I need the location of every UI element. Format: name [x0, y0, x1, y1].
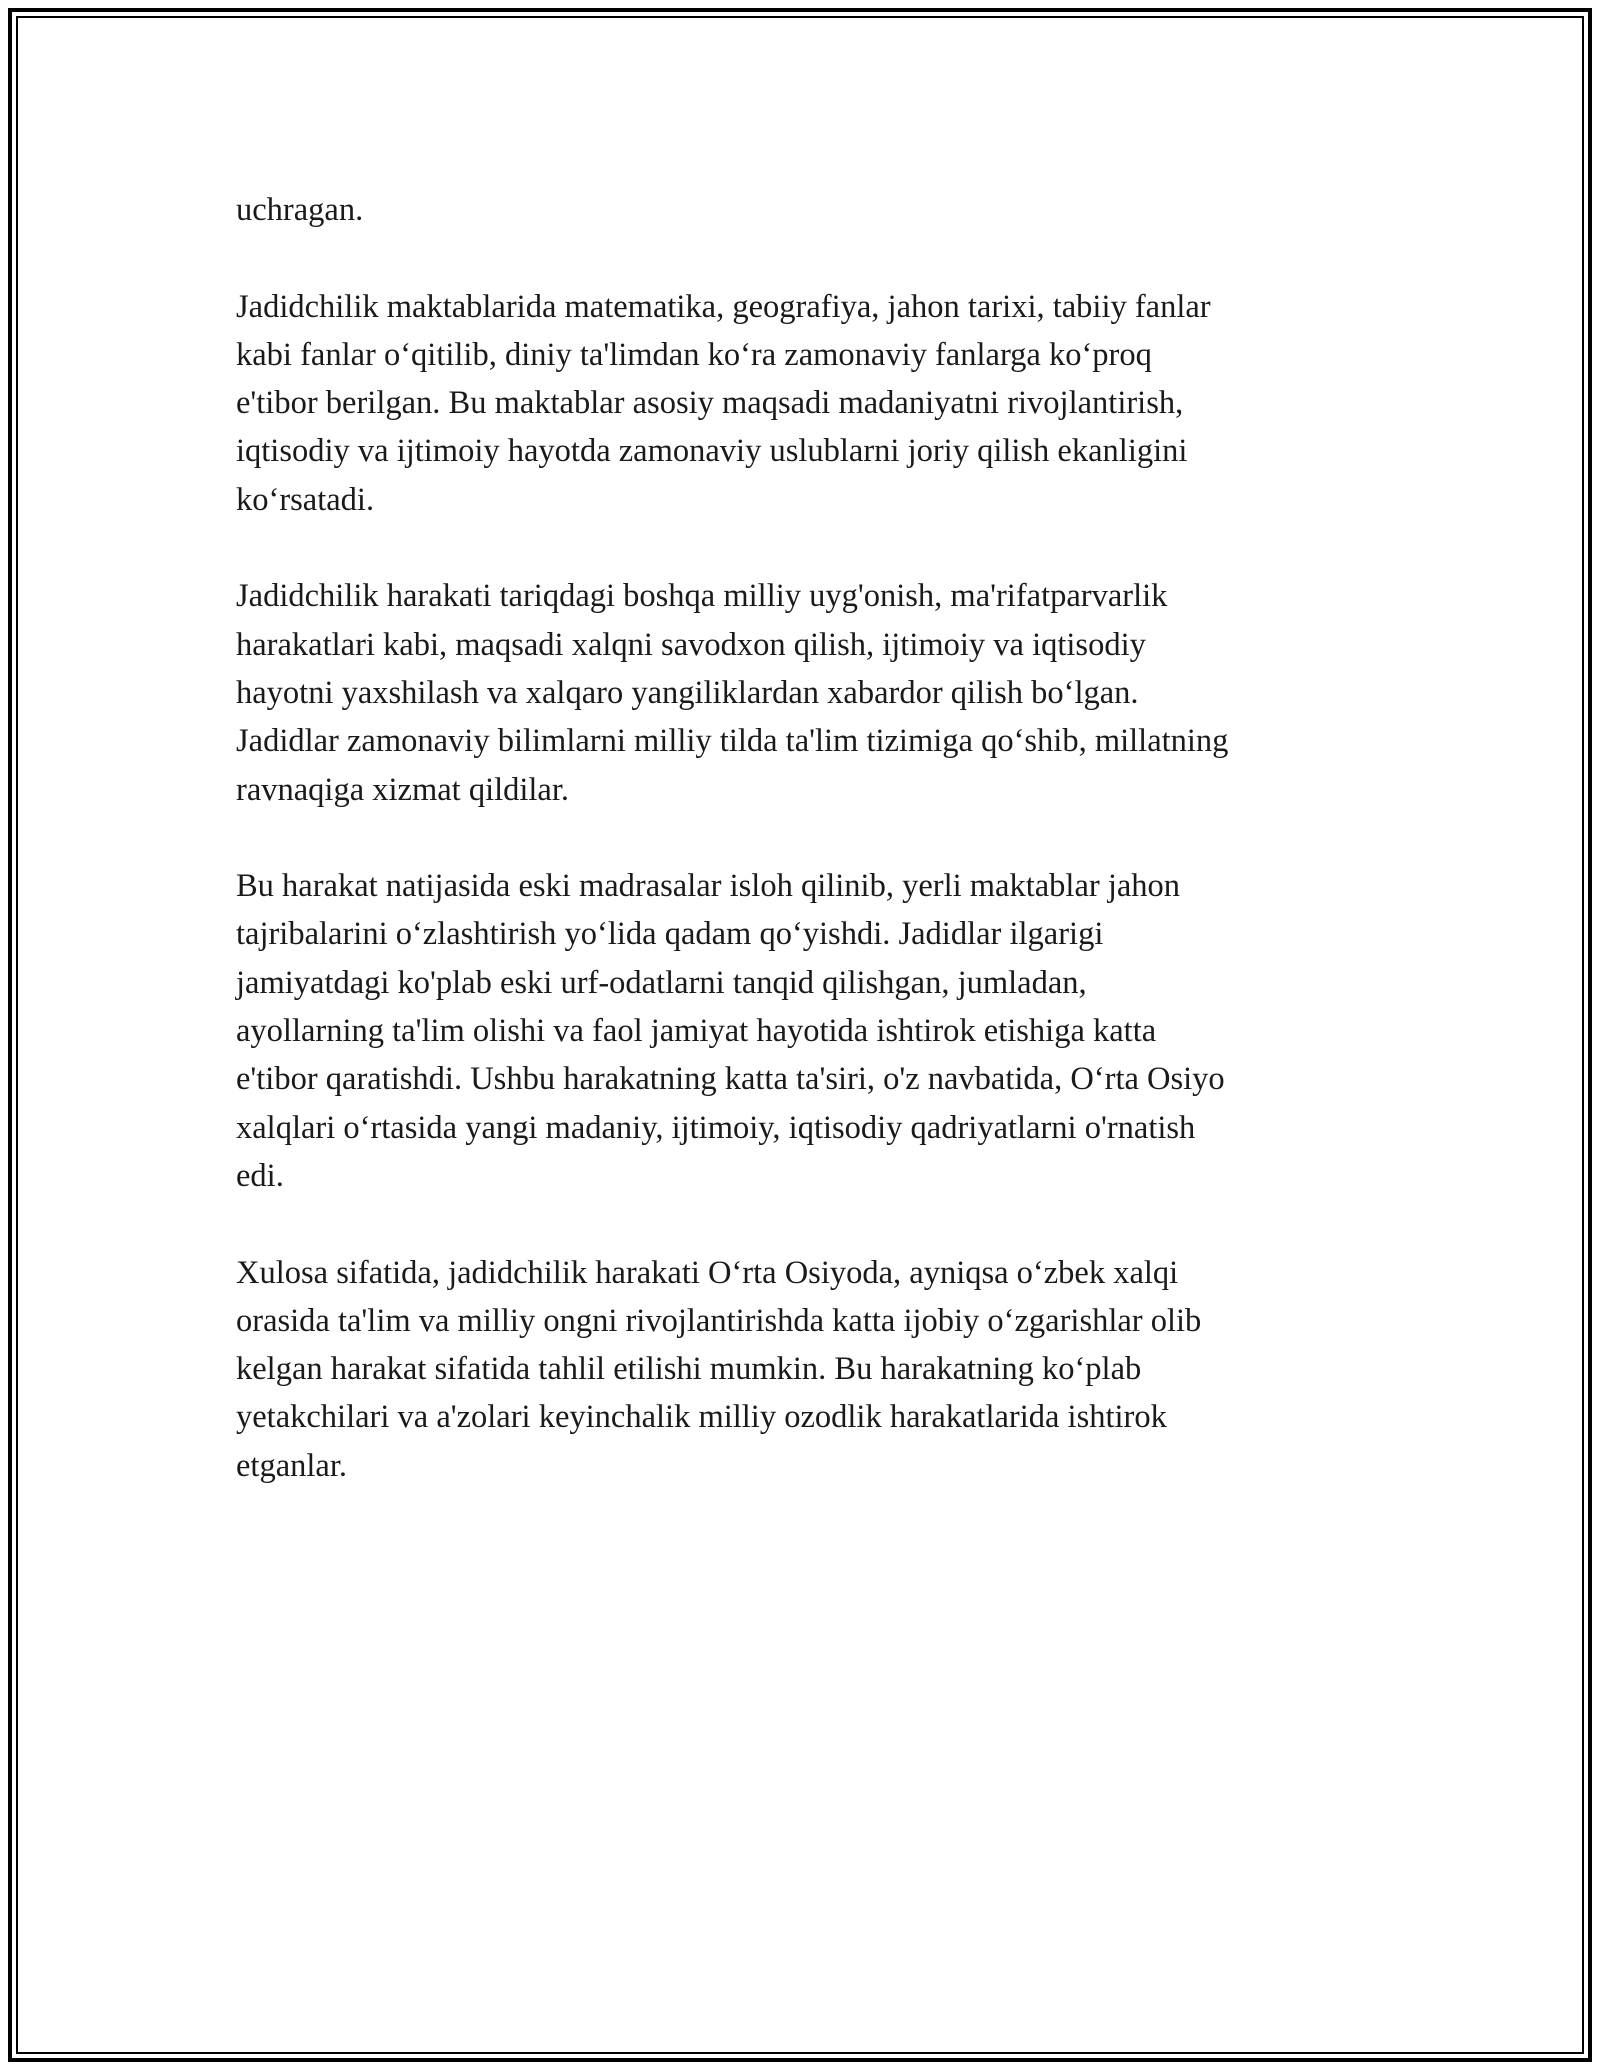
text-line: orasida ta'lim va milliy ongni rivojlantirishda katta ijobiy o‘zgarishlar olib: [236, 1302, 1202, 1339]
text-line: hayotni yaxshilash va xalqaro yangiliklardan xabardor qilish bo‘lgan.: [236, 674, 1139, 711]
text-line: xalqlari o‘rtasida yangi madaniy, ijtimoiy, iqtisodiy qadriyatlarni o'rnatish: [236, 1109, 1196, 1146]
text-line: ayollarning ta'lim olishi va faol jamiyat hayotida ishtirok etishiga katta: [236, 1013, 1157, 1050]
text-line: Xulosa sifatida, jadidchilik harakati O‘rta Osiyoda, ayniqsa o‘zbek xalqi: [236, 1254, 1179, 1291]
text-line: jamiyatdagi ko'plab eski urf-odatlarni tanqid qilishgan, jumladan,: [236, 964, 1087, 1001]
paragraph-1: [236, 186, 1366, 234]
paragraph-2: [236, 283, 1366, 524]
text-line: tajribalarini o‘zlashtirish yo‘lida qadam qo‘yishdi. Jadidlar ilgarigi: [236, 916, 1104, 953]
text-line: Bu harakat natijasida eski madrasalar isloh qilinib, yerli maktablar jahon: [236, 868, 1181, 905]
text-line: yetakchilari va a'zolari keyinchalik milliy ozodlik harakatlarida ishtirok: [236, 1399, 1167, 1436]
text-line: iqtisodiy va ijtimoiy hayotda zamonaviy uslublarni joriy qilish ekanligini: [236, 433, 1188, 470]
text-line: Jadidlar zamonaviy bilimlarni milliy tilda ta'lim tizimiga qo‘shib, millatning: [236, 723, 1229, 760]
text-line: kelgan harakat sifatida tahlil etilishi mumkin. Bu harakatning ko‘plab: [236, 1351, 1142, 1388]
text-line: ko‘rsatadi.: [236, 481, 375, 518]
document-body: [236, 186, 1366, 1538]
text-line: e'tibor qaratishdi. Ushbu harakatning katta ta'siri, o'z navbatida, O‘rta Osiyo: [236, 1061, 1225, 1098]
text-line: Jadidchilik harakati tariqdagi boshqa milliy uyg'onish, ma'rifatparvarlik: [236, 578, 1168, 615]
paragraph-5: [236, 1249, 1366, 1490]
paragraph-3: [236, 572, 1366, 813]
text-line: kabi fanlar o‘qitilib, diniy ta'limdan ko‘ra zamonaviy fanlarga ko‘proq: [236, 336, 1152, 373]
text-line: harakatlari kabi, maqsadi xalqni savodxon qilish, ijtimoiy va iqtisodiy: [236, 626, 1146, 663]
text-line: uchragan.: [236, 192, 364, 228]
text-line: e'tibor berilgan. Bu maktablar asosiy maqsadi madaniyatni rivojlantirish,: [236, 385, 1184, 422]
text-line: edi.: [236, 1157, 284, 1194]
paragraph-4: [236, 862, 1366, 1200]
text-line: Jadidchilik maktablarida matematika, geografiya, jahon tarixi, tabiiy fanlar: [236, 288, 1211, 325]
text-line: ravnaqiga xizmat qildilar.: [236, 771, 570, 808]
text-line: etganlar.: [236, 1447, 347, 1484]
